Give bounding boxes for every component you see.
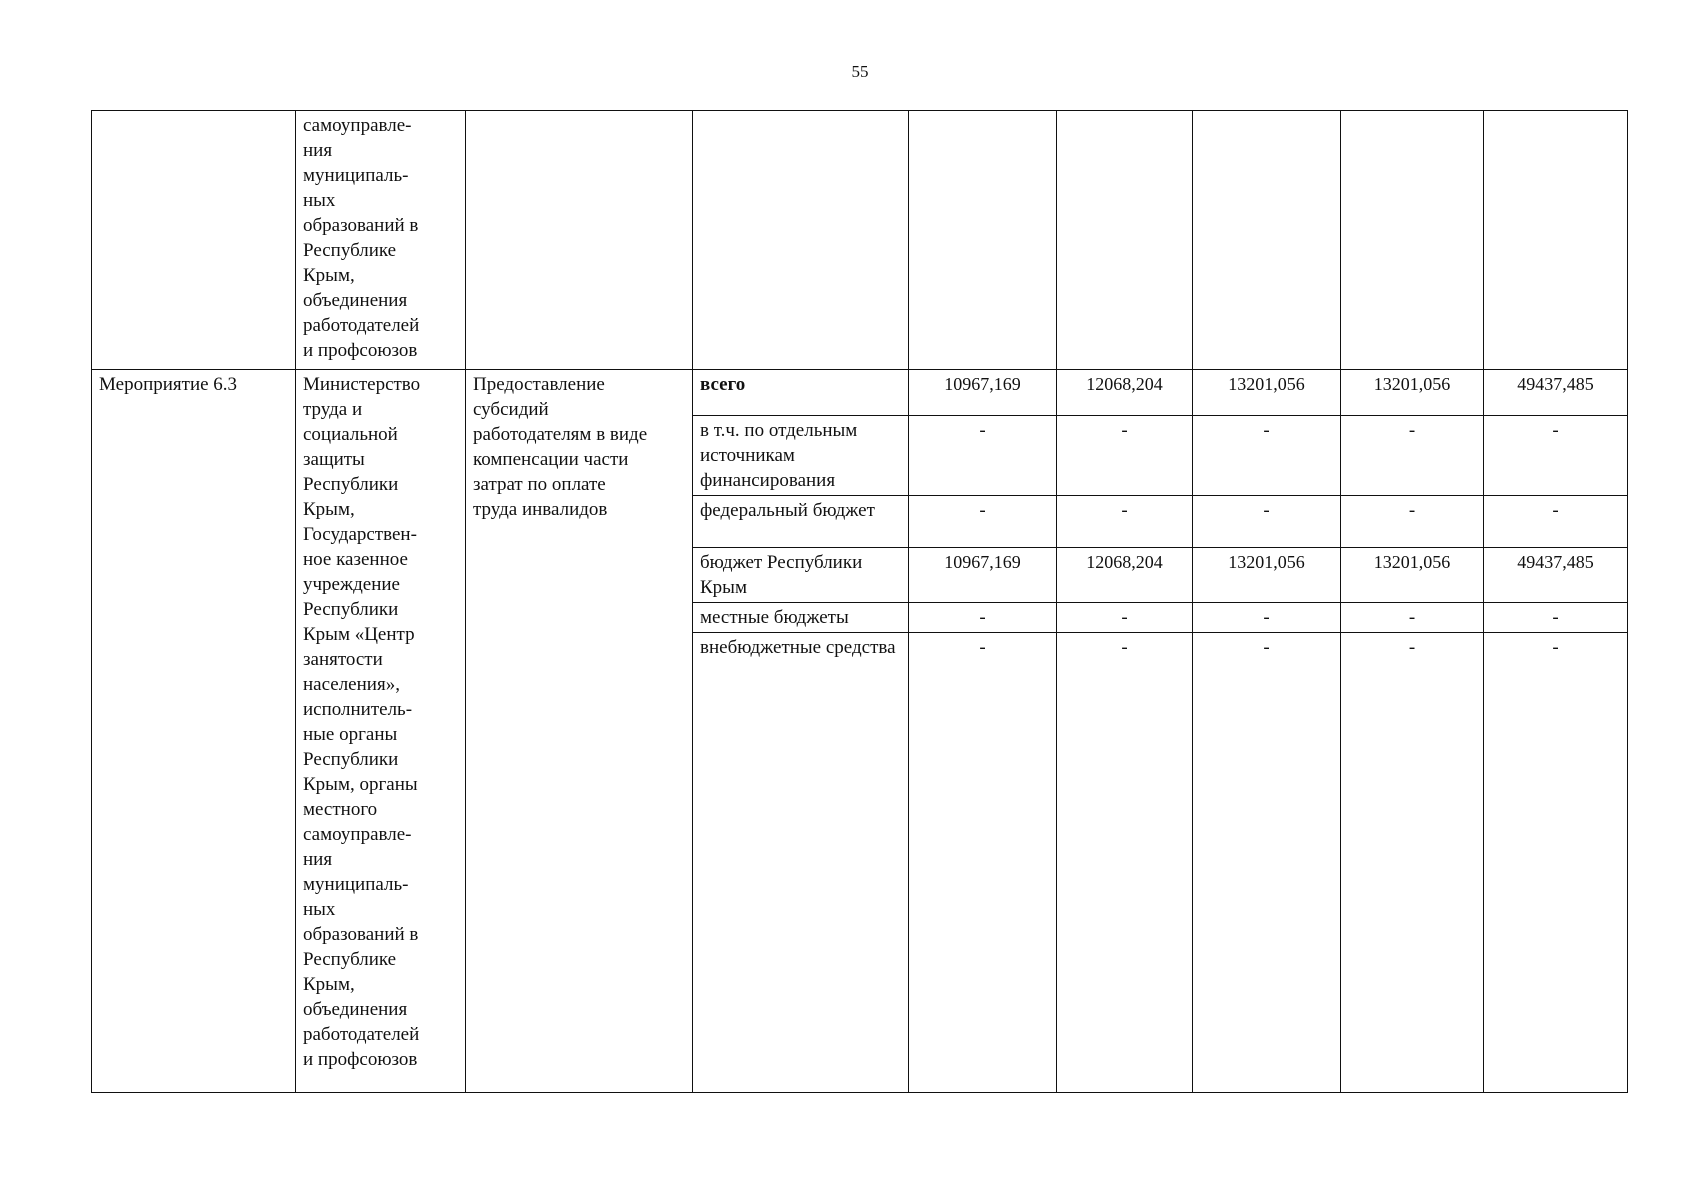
value-cell-empty xyxy=(1341,111,1484,370)
executor-line: самоуправле- xyxy=(303,824,412,845)
value-cell: 49437,485 xyxy=(1484,548,1628,603)
table-row xyxy=(92,370,1628,416)
executor-line: ных xyxy=(303,899,336,920)
value-cell: - xyxy=(1193,633,1341,1093)
executor-line: ное казенное xyxy=(303,549,408,570)
executor-line: Государствен- xyxy=(303,524,417,545)
value-cell-empty xyxy=(1057,111,1193,370)
executor-continuation-cell xyxy=(296,111,466,370)
value-cell: - xyxy=(1057,603,1193,633)
value-cell: 13201,056 xyxy=(1193,548,1341,603)
source-cell-empty xyxy=(693,111,909,370)
executor-line: Республике xyxy=(303,240,397,261)
executor-line: Республики xyxy=(303,474,399,495)
financing-table xyxy=(91,110,1628,1093)
value-cell: - xyxy=(1484,603,1628,633)
value-cell: 13201,056 xyxy=(1341,548,1484,603)
description-line: субсидий xyxy=(473,399,549,420)
description-cell-empty xyxy=(466,111,693,370)
value-cell: - xyxy=(1057,496,1193,548)
executor-line: Республики xyxy=(303,749,399,770)
value-cell-empty xyxy=(1484,111,1628,370)
source-cell: федеральный бюджет xyxy=(693,496,909,548)
executor-line: защиты xyxy=(303,449,365,470)
description-line: компенсации части xyxy=(473,449,629,470)
value-cell: - xyxy=(1193,416,1341,496)
source-cell: в т.ч. по отдельным источникам финансирования xyxy=(693,416,909,496)
description-line: труда инвалидов xyxy=(473,499,608,520)
value-cell: 12068,204 xyxy=(1057,370,1193,416)
measure-cell-empty xyxy=(92,111,296,370)
executor-line: ния xyxy=(303,849,333,870)
value-cell: 12068,204 xyxy=(1057,548,1193,603)
value-cell: - xyxy=(909,496,1057,548)
executor-line: социальной xyxy=(303,424,398,445)
value-cell: - xyxy=(1341,603,1484,633)
executor-line: Крым, xyxy=(303,499,355,520)
executor-line: занятости xyxy=(303,649,383,670)
source-cell: бюджет Республики Крым xyxy=(693,548,909,603)
description-line: Предоставление xyxy=(473,374,605,395)
executor-line: объединения xyxy=(303,999,408,1020)
value-cell: - xyxy=(1341,496,1484,548)
executor-line: учреждение xyxy=(303,574,400,595)
value-cell: - xyxy=(1484,633,1628,1093)
executor-line: труда и xyxy=(303,399,363,420)
measure-name: Мероприятие 6.3 xyxy=(99,374,238,395)
executor-line: Министерство xyxy=(303,374,421,395)
value-cell: 10967,169 xyxy=(909,370,1057,416)
executor-line: и профсоюзов xyxy=(303,1049,418,1070)
value-cell: - xyxy=(1193,603,1341,633)
measure-name-cell xyxy=(92,370,296,1093)
executor-line: Республике xyxy=(303,949,397,970)
description-line: работодателям в виде xyxy=(473,424,648,445)
executor-line: работодателей xyxy=(303,1024,420,1045)
value-cell: - xyxy=(1484,496,1628,548)
executor-line: самоуправле- xyxy=(303,115,412,136)
value-cell-empty xyxy=(909,111,1057,370)
executor-line: работодателей xyxy=(303,315,420,336)
executor-line: и профсоюзов xyxy=(303,340,418,361)
value-cell: - xyxy=(909,633,1057,1093)
executor-line: Республики xyxy=(303,599,399,620)
page-number: 55 xyxy=(851,62,869,81)
executor-line: образований в xyxy=(303,924,419,945)
executor-line: ния xyxy=(303,140,333,161)
source-cell-total: всего xyxy=(693,370,909,416)
executor-line: объединения xyxy=(303,290,408,311)
executor-line: Крым, органы xyxy=(303,774,418,795)
value-cell: - xyxy=(1484,416,1628,496)
executor-line: исполнитель- xyxy=(303,699,413,720)
continuation-row xyxy=(92,111,1628,370)
executor-line: Крым, xyxy=(303,974,355,995)
value-cell: - xyxy=(1057,633,1193,1093)
value-cell: - xyxy=(909,603,1057,633)
value-cell: 13201,056 xyxy=(1193,370,1341,416)
value-cell: - xyxy=(1193,496,1341,548)
executor-line: населения», xyxy=(303,674,400,695)
source-cell: местные бюджеты xyxy=(693,603,909,633)
value-cell: - xyxy=(1341,633,1484,1093)
executor-line: ные органы xyxy=(303,724,398,745)
executor-line: Крым, xyxy=(303,265,355,286)
executor-line: образований в xyxy=(303,215,419,236)
value-cell: 49437,485 xyxy=(1484,370,1628,416)
executor-line: муниципаль- xyxy=(303,874,409,895)
description-cell xyxy=(466,370,693,1093)
description-line: затрат по оплате xyxy=(473,474,606,495)
value-cell-empty xyxy=(1193,111,1341,370)
executor-line: ных xyxy=(303,190,336,211)
value-cell: - xyxy=(1057,416,1193,496)
value-cell: 10967,169 xyxy=(909,548,1057,603)
value-cell: - xyxy=(1341,416,1484,496)
value-cell: 13201,056 xyxy=(1341,370,1484,416)
executor-line: муниципаль- xyxy=(303,165,409,186)
executor-cell xyxy=(296,370,466,1093)
value-cell: - xyxy=(909,416,1057,496)
executor-line: Крым «Центр xyxy=(303,624,415,645)
source-cell: внебюджетные средства xyxy=(693,633,909,1093)
executor-line: местного xyxy=(303,799,378,820)
